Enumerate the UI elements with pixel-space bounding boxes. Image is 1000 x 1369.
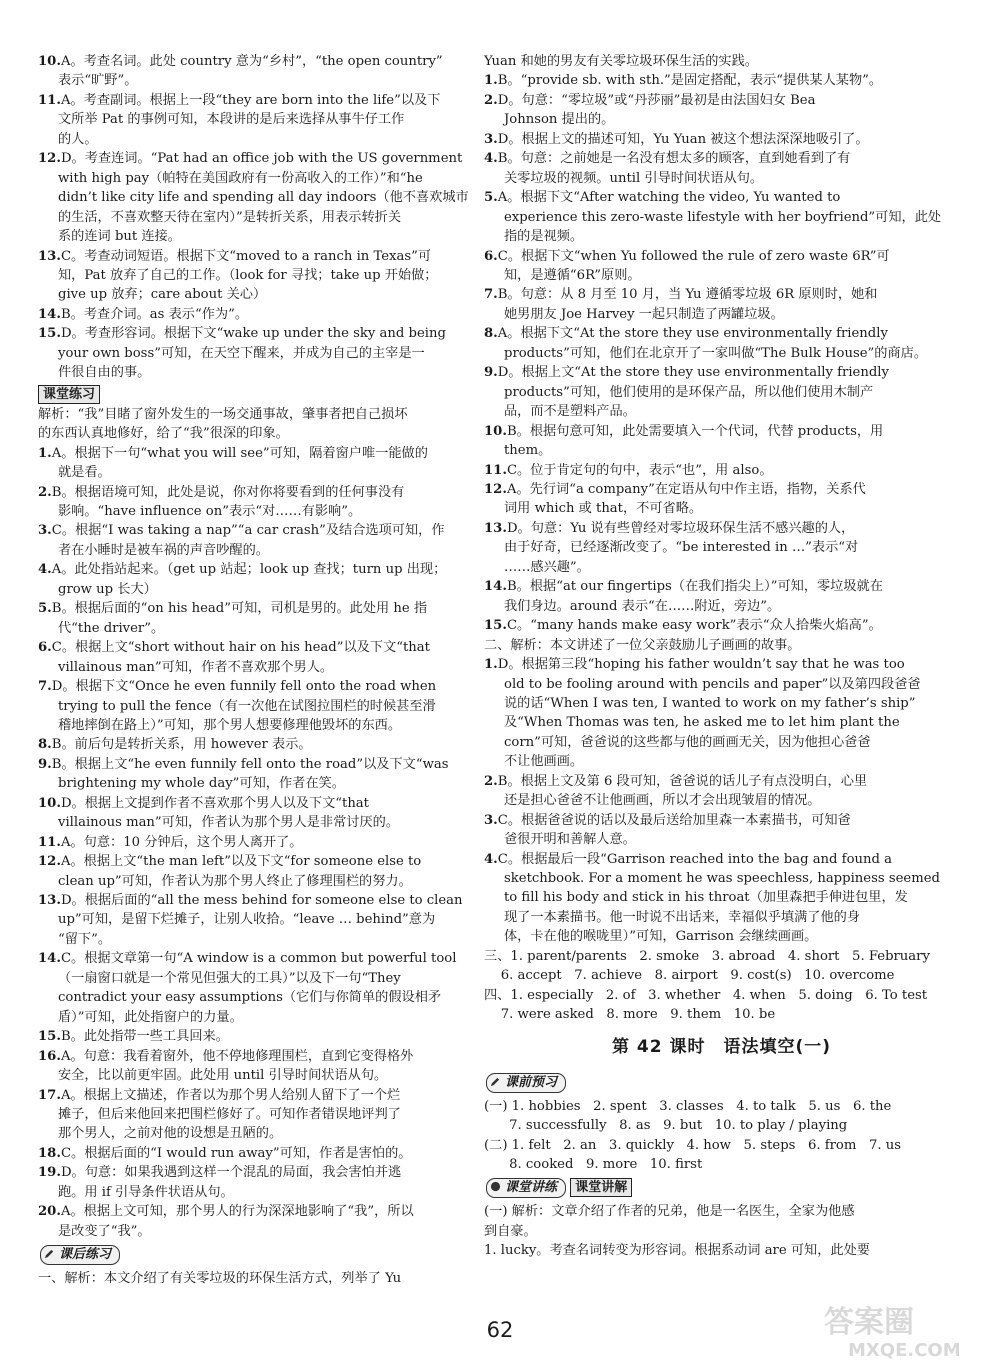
right-column bbox=[484, 52, 959, 1261]
answer-line: 13.C。考查动词短语。根据下文“moved to a ranch in Texas”可 bbox=[38, 248, 432, 264]
answer-line: 及“When Thomas was ten, he asked me to let him plant the bbox=[504, 715, 900, 731]
answer-line: 8.A。根据下文“At the store they use environmentally friendly bbox=[484, 326, 888, 342]
text-line: 1. lucky。考查名词转变为形容词。根据系动词 are 可知，此处要 bbox=[484, 1243, 870, 1259]
answer-number: 14. bbox=[38, 951, 61, 967]
answer-line: 代“the driver”。 bbox=[58, 620, 165, 636]
answer-number: 11. bbox=[484, 462, 507, 478]
answer-number: 18. bbox=[38, 1145, 61, 1161]
text-line: 6. accept 7. achieve 8. airport 9. cost(s) 10. overcome bbox=[484, 968, 895, 984]
answer-number: 11. bbox=[38, 92, 61, 108]
answer-line: 2.D。句意：“零垃圾”或“丹莎丽”最初是由法国妇女 Bea bbox=[484, 92, 816, 108]
answer-number: 8. bbox=[484, 326, 498, 342]
answer-number: 15. bbox=[38, 326, 61, 342]
answer-number: 8. bbox=[38, 737, 52, 753]
answer-line: 跑。用 if 引导条件状语从句。 bbox=[58, 1184, 234, 1200]
watermark-logo bbox=[818, 1298, 996, 1362]
part4-answers bbox=[484, 986, 959, 1025]
answer-line: 12.D。考查连词。“Pat had an office job with the US government bbox=[38, 151, 463, 167]
answer-line: 知，Pat 放弃了自己的工作。（look for 寻找；take up 开始做； bbox=[58, 267, 438, 283]
answer-line: 的生活，不喜欢整天待在室内）”是转折关系，用表示转折关 bbox=[58, 209, 402, 225]
answer-number: 12. bbox=[38, 151, 61, 167]
answer-line: up”可知，是留下烂摊子，让别人收拾。“leave … behind”意为 bbox=[58, 912, 436, 928]
answer-line: 是改变了“我”。 bbox=[58, 1223, 151, 1239]
answer-line: to fill his body and stick in his throat（加里森把手伸进包里，发 bbox=[504, 890, 908, 906]
answer-line: 12.A。根据上文“the man left”以及下文“for someone else to bbox=[38, 854, 422, 870]
answer-line: 10.D。根据上文提到作者不喜欢那个男人以及下文“that bbox=[38, 795, 369, 811]
answer-list-part2 bbox=[484, 655, 959, 947]
answer-line: 14.B。根据“at our fingertips（在我们指尖上）”可知，零垃圾就在 bbox=[484, 579, 883, 595]
answer-number: 12. bbox=[484, 481, 507, 497]
answer-line: 11.A。句意：10 分钟后，这个男人离开了。 bbox=[38, 834, 303, 850]
banner-preview-label: 课前预习 bbox=[505, 1074, 558, 1090]
answer-line: villainous man”可知，作者不喜欢那个男人。 bbox=[58, 659, 334, 675]
explain-text bbox=[484, 1202, 959, 1260]
after-intro: 一、解析：本文介绍了有关零垃圾的环保生活方式，列举了 Yu bbox=[38, 1271, 402, 1287]
answer-number: 20. bbox=[38, 1204, 61, 1220]
answer-line: didn’t like city life and spending all day indoors（他不喜欢城市 bbox=[58, 190, 469, 206]
answer-line: 11.A。考查副词。根据上一段“they are born into the life”以及下 bbox=[38, 92, 441, 108]
answer-line: 10.A。考查名词。此处 country 意为“乡村”，“the open country” bbox=[38, 54, 443, 69]
answer-line: 12.A。先行词“a company”在定语从句中作主语，指物，关系代 bbox=[484, 481, 866, 497]
answer-line: 4.C。根据最后一段“Garrison reached into the bag and found a bbox=[484, 851, 892, 867]
answer-number: 15. bbox=[38, 1029, 61, 1045]
answer-line: 影响。“have influence on”表示“对……有影响”。 bbox=[58, 503, 362, 519]
answer-line: 说的话“When I was ten, I wanted to work on my father’s ship” bbox=[504, 695, 916, 711]
answer-number: 1. bbox=[484, 657, 498, 673]
answer-line: experience this zero-waste lifestyle with her boyfriend”可知，此处 bbox=[504, 209, 942, 225]
after-intro-continued: Yuan 和她的男友有关零垃圾环保生活的实践。 bbox=[484, 54, 758, 69]
answer-line: 那个男人，之前对他的设想是丑陋的。 bbox=[58, 1126, 283, 1142]
part3-answers bbox=[484, 947, 959, 986]
answer-line: 10.B。根据句意可知，此处需要填入一个代词，代替 products，用 bbox=[484, 423, 884, 439]
banner-preview bbox=[486, 1073, 566, 1093]
answer-line: 表示“旷野”。 bbox=[58, 73, 138, 89]
book-icon bbox=[490, 1181, 501, 1192]
answer-line: 5.A。根据下文“After watching the video, Yu wanted to bbox=[484, 190, 841, 206]
preview-answers-1 bbox=[484, 1097, 959, 1136]
banner-after-class bbox=[40, 1245, 120, 1265]
answer-number: 3. bbox=[484, 812, 498, 828]
pencil-icon bbox=[490, 1076, 501, 1087]
page-number: 62 bbox=[486, 1318, 514, 1342]
answer-line: ……感兴趣”。 bbox=[504, 559, 590, 575]
answer-line: 13.D。句意：Yu 说有些曾经对零垃圾环保生活不感兴趣的人， bbox=[484, 520, 855, 536]
answer-line: with high pay（帕特在美国政府有一份高收入的工作）”和“he bbox=[58, 170, 423, 186]
answer-line: give up 放弃；care about 关心） bbox=[58, 287, 267, 303]
answer-number: 7. bbox=[38, 679, 52, 695]
answer-line: 系的连词 but 连接。 bbox=[58, 229, 181, 245]
answer-line: villainous man”可知，作者认为那个男人是非常讨厌的。 bbox=[58, 815, 400, 831]
answer-number: 7. bbox=[484, 287, 498, 303]
answer-number: 14. bbox=[38, 306, 61, 322]
answer-line: products”可知，他们使用的是环保产品，所以他们使用木制产 bbox=[504, 384, 874, 400]
text-line: 四、1. especially 2. of 3. whether 4. when 5. doing 6. To test bbox=[484, 987, 928, 1003]
answer-line: products”可知，他们在北京开了一家叫做“The Bulk House”的商店。 bbox=[504, 345, 928, 361]
answer-line: 指的是视频。 bbox=[504, 229, 584, 245]
answer-line: Johnson 提出的。 bbox=[504, 112, 615, 128]
answer-number: 3. bbox=[38, 523, 52, 539]
answer-list-top bbox=[38, 52, 496, 383]
answer-line: 4.A。此处指站起来。（get up 站起；look up 查找；turn up 出现； bbox=[38, 562, 447, 578]
section-tag-explain: 课堂讲解 bbox=[570, 1178, 632, 1197]
answer-line: 7.B。句意：从 8 月至 10 月，当 Yu 遵循零垃圾 6R 原则时，她和 bbox=[484, 287, 878, 303]
answer-line: 14.B。考查介词。as 表示“作为”。 bbox=[38, 306, 249, 322]
answer-line: 2.B。根据语境可知，此处是说，你对你将要看到的任何事没有 bbox=[38, 484, 405, 500]
answer-line: 1.B。“provide sb. with sth.”是固定搭配，表示“提供某人某物”。 bbox=[484, 73, 883, 89]
answer-line: 6.C。根据上文“short without hair on his head”以及下文“that bbox=[38, 640, 430, 656]
answer-number: 9. bbox=[38, 756, 52, 772]
answer-line: 盾）”可知，此处指窗户的力量。 bbox=[58, 1009, 243, 1025]
answer-line: clean up”可知，作者认为那个男人终止了修理围栏的努力。 bbox=[58, 873, 412, 889]
answer-number: 4. bbox=[484, 851, 498, 867]
answer-number: 1. bbox=[38, 445, 52, 461]
lesson-title: 第 42 课时 语法填空(一) bbox=[611, 1036, 832, 1057]
answer-number: 2. bbox=[484, 773, 498, 789]
answer-line: 11.C。位于肯定句的句中，表示“也”，用 also。 bbox=[484, 462, 773, 478]
answer-line: 5.B。根据后面的“on his head”可知，司机是男的。此处用 he 指 bbox=[38, 601, 428, 617]
answer-line: grow up 长大） bbox=[58, 581, 157, 597]
answer-list-part1 bbox=[484, 71, 959, 635]
answer-line: 14.C。根据文章第一句“A window is a common but powerful tool bbox=[38, 951, 457, 967]
answer-number: 14. bbox=[484, 579, 507, 595]
answer-number: 13. bbox=[38, 893, 61, 909]
answer-line: 者在小睡时是被车祸的声音吵醒的。 bbox=[58, 542, 269, 558]
answer-line: 3.C。根据爸爸说的话以及最后送给加里森一本素描书，可知爸 bbox=[484, 812, 851, 828]
answer-number: 4. bbox=[484, 151, 498, 167]
answer-line: 就是看。 bbox=[58, 465, 111, 481]
answer-line: 7.D。根据下文“Once he even funnily fell onto the road when bbox=[38, 679, 437, 695]
answer-number: 5. bbox=[38, 601, 52, 617]
answer-line: 文所举 Pat 的事例可知，本段讲的是后来选择从事牛仔工作 bbox=[58, 112, 405, 128]
answer-line: 1.D。根据第三段“hoping his father wouldn’t say that he was too bbox=[484, 657, 905, 673]
answer-line: 20.A。根据上文可知，那个男人的行为深深地影响了“我”，所以 bbox=[38, 1204, 414, 1220]
answer-line: 体，卡在他的喉咙里）”可知，Garrison 会继续画画。 bbox=[504, 929, 818, 945]
answer-number: 17. bbox=[38, 1087, 61, 1103]
answer-number: 10. bbox=[484, 423, 507, 439]
answer-line: 18.C。根据后面的“I would run away”可知，作者是害怕的。 bbox=[38, 1145, 412, 1161]
answer-line: old to be fooling around with pencils and paper”以及第四段爸爸 bbox=[504, 676, 921, 692]
answer-line: contradict your easy assumptions（它们与你简单的假设相矛 bbox=[58, 990, 442, 1006]
answer-line: 由于好奇，已经逐渐改变了。“be interested in …”表示“对 bbox=[504, 540, 859, 556]
answer-line: “留下”。 bbox=[58, 931, 112, 947]
svg-text:MXQE.COM: MXQE.COM bbox=[848, 1340, 961, 1361]
answer-line: 2.B。根据上文及第 6 段可知，爸爸说的话儿子有点没明白，心里 bbox=[484, 773, 868, 789]
answer-line: 件很自由的事。 bbox=[58, 365, 151, 381]
answer-line: 15.D。考查形容词。根据下文“wake up under the sky and being bbox=[38, 326, 446, 342]
answer-line: 6.C。根据下文“when Yu followed the rule of zero waste 6R”可 bbox=[484, 248, 890, 264]
answer-line: 词用 which 或 that，不可省略。 bbox=[504, 501, 703, 517]
text-line: 的东西认真地修好，给了“我”很深的印象。 bbox=[38, 426, 289, 442]
answer-number: 6. bbox=[484, 248, 498, 264]
answer-number: 10. bbox=[38, 54, 61, 69]
answer-line: 9.B。根据上文“he even funnily fell onto the road”以及下文“was bbox=[38, 756, 449, 772]
text-line: 到自豪。 bbox=[484, 1223, 537, 1239]
answer-line: 爸很开明和善解人意。 bbox=[504, 832, 636, 848]
answer-line: 我们身边。around 表示“在……附近，旁边”。 bbox=[504, 598, 781, 614]
answer-line: 13.D。根据后面的“all the mess behind for someone else to clean bbox=[38, 893, 463, 909]
answer-line: 安全，比以前更牢固。此处用 until 引导时间状语从句。 bbox=[58, 1068, 388, 1084]
answer-line: （一扇窗口就是一个常见但强大的工具）”以及下一句“They bbox=[58, 970, 401, 986]
answer-line: 3.D。根据上文的描述可知，Yu Yuan 被这个想法深深地吸引了。 bbox=[484, 131, 869, 147]
text-line: 解析：“我”目睹了窗外发生的一场交通事故，肇事者把自己损坏 bbox=[38, 406, 408, 422]
answer-line: 现了一本素描书。他一时说不出话来，幸福似乎填满了他的身 bbox=[504, 909, 861, 925]
answer-line: 知，是遵循“6R”原则。 bbox=[504, 267, 641, 283]
answer-line: 关零垃圾的视频。until 引导时间状语从句。 bbox=[504, 170, 764, 186]
banner-class-practice-label: 课堂讲练 bbox=[505, 1180, 558, 1196]
answer-number: 9. bbox=[484, 365, 498, 381]
answer-number: 16. bbox=[38, 1048, 61, 1064]
svg-text:答案圈: 答案圈 bbox=[824, 1305, 914, 1340]
answer-number: 11. bbox=[38, 834, 61, 850]
answer-line: 15.C。“many hands make easy work”表示“众人拾柴火焰高”。 bbox=[484, 618, 882, 634]
answer-line: 17.A。根据上文描述，作者以为那个男人给别人留下了一个烂 bbox=[38, 1087, 401, 1103]
answer-line: 3.C。根据“I was taking a nap”“a car crash”及结合选项可知，作 bbox=[38, 523, 445, 539]
answer-line: corn”可知，爸爸说的这些都与他的画画无关，因为他担心爸爸 bbox=[504, 734, 871, 750]
banner-after-class-label: 课后练习 bbox=[59, 1247, 112, 1263]
answer-line: 19.D。句意：如果我遇到这样一个混乱的局面，我会害怕并逃 bbox=[38, 1165, 402, 1181]
answer-number: 13. bbox=[38, 248, 61, 264]
answer-number: 15. bbox=[484, 618, 507, 634]
banner-class-practice bbox=[486, 1178, 566, 1198]
text-line: 7. successfully 8. as 9. but 10. to play / playing bbox=[484, 1118, 848, 1134]
answer-list-classroom bbox=[38, 444, 496, 1242]
answer-line: 9.D。根据上文“At the store they use environmentally friendly bbox=[484, 365, 889, 381]
answer-line: them。 bbox=[504, 443, 552, 459]
text-line: 8. cooked 9. more 10. first bbox=[484, 1157, 703, 1173]
answer-line: your own boss”可知，在天空下醒来，并成为自己的主宰是一 bbox=[58, 345, 425, 361]
answer-line: 15.B。此处指带一些工具回来。 bbox=[38, 1029, 229, 1045]
answer-line: 的人。 bbox=[58, 131, 98, 147]
answer-number: 13. bbox=[484, 520, 507, 536]
answer-line: 不让他画画。 bbox=[504, 754, 584, 770]
answer-line: 她男朋友 Joe Harvey 一起只制造了两罐垃圾。 bbox=[504, 306, 784, 322]
answer-line: 还是担心爸爸不让他画画，所以才会出现皱眉的情况。 bbox=[504, 793, 821, 809]
answer-line: sketchbook. For a moment he was speechless, happiness seemed bbox=[504, 871, 940, 887]
pencil-icon bbox=[44, 1248, 55, 1259]
answer-number: 12. bbox=[38, 854, 61, 870]
answer-number: 2. bbox=[484, 92, 498, 108]
answer-line: 8.B。前后句是转折关系，用 however 表示。 bbox=[38, 737, 312, 753]
text-line: (二) 1. felt 2. an 3. quickly 4. how 5. steps 6. from 7. us bbox=[484, 1137, 901, 1153]
answer-line: 4.B。句意：之前她是一名没有想太多的顾客，直到她看到了有 bbox=[484, 151, 851, 167]
answer-line: trying to pull the fence（有一次他在试图拉围栏的时候甚至滑 bbox=[58, 698, 436, 714]
text-line: 7. were asked 8. more 9. them 10. be bbox=[484, 1007, 776, 1023]
answer-line: 16.A。句意：我看着窗外，他不停地修理围栏，直到它变得格外 bbox=[38, 1048, 414, 1064]
text-line: (一) 解析：文章介绍了作者的兄弟，他是一名医生，全家为他感 bbox=[484, 1204, 855, 1220]
classroom-intro bbox=[38, 405, 496, 444]
left-column bbox=[38, 52, 496, 1289]
answer-number: 6. bbox=[38, 640, 52, 656]
section-tag-classroom: 课堂练习 bbox=[38, 385, 100, 404]
answer-number: 19. bbox=[38, 1165, 61, 1181]
answer-line: 品，而不是塑料产品。 bbox=[504, 404, 636, 420]
part2-intro: 二、解析：本文讲述了一位父亲鼓励儿子画画的故事。 bbox=[484, 637, 801, 653]
text-line: 三、1. parent/parents 2. smoke 3. abroad 4. short 5. February bbox=[484, 948, 930, 964]
answer-number: 5. bbox=[484, 190, 498, 206]
answer-line: 稽地摔倒在路上）”可知，那个男人想要修理他毁坏的东西。 bbox=[58, 717, 402, 733]
answer-line: brightening my whole day”可知，作者在笑。 bbox=[58, 776, 345, 792]
answer-line: 1.A。根据下一句“what you will see”可知，隔着窗户唯一能做的 bbox=[38, 445, 428, 461]
answer-number: 10. bbox=[38, 795, 61, 811]
answer-line: 摊子，但后来他回来把围栏修好了。可知作者错误地评判了 bbox=[58, 1107, 401, 1123]
answer-number: 3. bbox=[484, 131, 498, 147]
answer-number: 1. bbox=[484, 73, 498, 89]
text-line: (一) 1. hobbies 2. spent 3. classes 4. to talk 5. us 6. the bbox=[484, 1098, 892, 1114]
answer-number: 4. bbox=[38, 562, 52, 578]
answer-number: 2. bbox=[38, 484, 52, 500]
preview-answers-2 bbox=[484, 1136, 959, 1175]
